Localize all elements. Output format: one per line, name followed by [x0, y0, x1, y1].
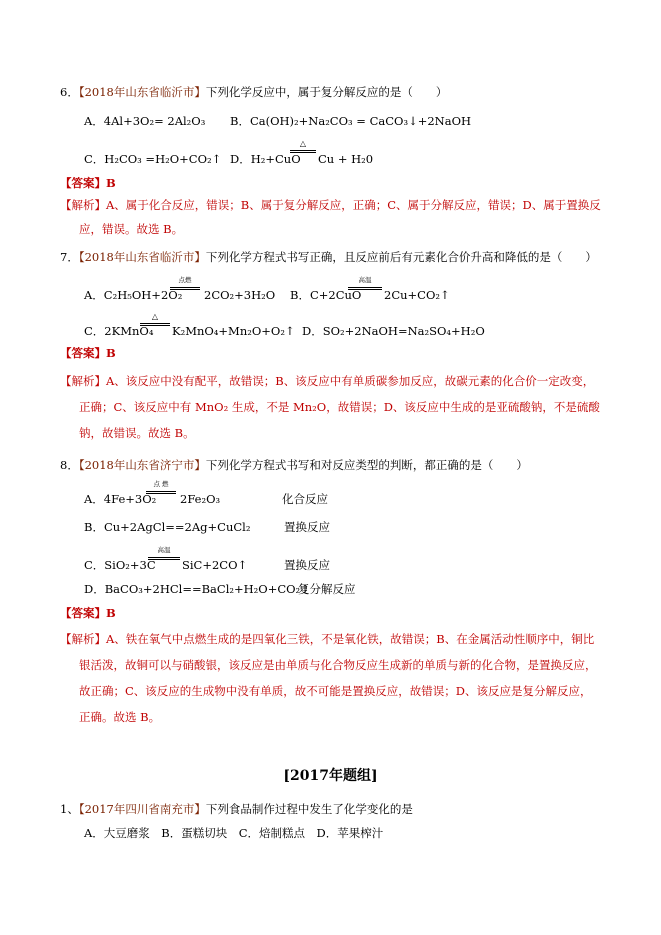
- q8-option-c-type: 置换反应: [284, 558, 330, 572]
- q7-option-b-condition-label: 高温: [358, 276, 372, 284]
- q8-analysis-line-1: 【解析】A、铁在氧气中点燃生成的是四氧化三铁，不是氧化铁，故错误；B、在金属活动性顺序中，铜比: [60, 632, 595, 646]
- q7-option-a-reactants: A．C₂H₅OH+2O₂: [84, 288, 183, 302]
- q6-source: 【2018年山东省临沂市】: [78, 85, 206, 99]
- q8-analysis-line-2: 银活泼，故铜可以与硝酸银，该反应是由单质与化合物反应生成新的单质与新的化合物，是置换反应，: [79, 658, 597, 672]
- q6-option-d-reactants: D．H₂+CuO: [230, 152, 301, 166]
- q7-option-b-condition: [348, 276, 382, 293]
- q8-option-c-reactants: C．SiO₂+3C: [84, 558, 156, 572]
- q2017-1-source: 【2017年四川省南充市】: [78, 802, 206, 816]
- equation-bar: [140, 323, 170, 324]
- q8-option-c-condition: [148, 546, 180, 563]
- q2017-1-stem-line: [60, 802, 413, 817]
- q6-answer: 【答案】B: [60, 176, 116, 190]
- section-title: [2017年题组]: [283, 768, 378, 784]
- q7-option-c-products: K₂MnO₄+Mn₂O+O₂↑: [172, 324, 295, 338]
- q6-option-d-heat-symbol: △: [299, 139, 307, 148]
- q8-option-a-type: 化合反应: [282, 492, 328, 506]
- q8-stem-line: [60, 458, 528, 473]
- q2017-1-stem: 下列食品制作过程中发生了化学变化的是: [205, 802, 413, 816]
- q7-source: 【2018年山东省临沂市】: [78, 250, 206, 264]
- equation-bar: [140, 325, 170, 326]
- q8-analysis-line-4: 正确。故选 B。: [79, 710, 161, 724]
- q6-option-b: B．Ca(OH)₂+Na₂CO₃ = CaCO₃↓+2NaOH: [230, 114, 472, 128]
- equation-bar: [348, 287, 382, 288]
- q8-stem: 下列化学方程式书写和对反应类型的判断，都正确的是（ ）: [205, 458, 528, 472]
- q7-option-a-condition-label: 点燃: [178, 276, 192, 284]
- q6-analysis-line-1: 【解析】A、属于化合反应，错误；B、属于复分解反应，正确；C、属于分解反应，错误；D、属于置换反: [60, 198, 601, 212]
- q7-analysis-line-2: 正确；C、该反应中有 MnO₂ 生成，不是 Mn₂O，故错误；D、该反应中生成的是亚硫酸钠，不是硫酸: [79, 400, 600, 414]
- q7-answer: 【答案】B: [60, 346, 116, 360]
- equation-bar: [348, 289, 382, 290]
- q2017-1-number: 1、: [60, 802, 79, 816]
- q8-option-d-type: 复分解反应: [298, 582, 356, 596]
- q7-option-c-condition: [140, 312, 170, 329]
- q6-option-a: A．4Al+3O₂= 2Al₂O₃: [84, 114, 206, 128]
- q6-option-d-products: Cu + H₂0: [318, 152, 374, 166]
- q8-option-b: B．Cu+2AgCl==2Ag+CuCl₂: [84, 520, 251, 534]
- q8-number: 8．: [60, 458, 79, 472]
- equation-bar: [146, 493, 176, 494]
- equation-bar: [290, 152, 316, 153]
- q7-option-b-reactants: B．C+2CuO: [290, 288, 362, 302]
- equation-bar: [290, 150, 316, 151]
- q7-option-b-products: 2Cu+CO₂↑: [384, 288, 450, 302]
- equation-bar: [148, 559, 180, 560]
- q7-option-a-products: 2CO₂+3H₂O: [204, 288, 276, 302]
- q8-answer: 【答案】B: [60, 606, 116, 620]
- q7-analysis-line-3: 钠，故错误。故选 B。: [79, 426, 195, 440]
- q6-analysis-line-2: 应，错误。故选 B。: [79, 222, 184, 236]
- q2017-1-options: A．大豆磨浆 B．蛋糕切块 C．焙制糕点 D．苹果榨汁: [84, 826, 384, 840]
- q6-option-d-condition: [290, 139, 316, 156]
- q7-option-c-heat-symbol: △: [151, 312, 159, 321]
- q8-analysis-line-3: 故正确；C、该反应的生成物中没有单质，故不可能是置换反应，故错误；D、该反应是复分解反应，: [79, 684, 592, 698]
- q8-option-a-condition-label: 点 燃: [153, 480, 169, 488]
- q8-option-a-reactants: A．4Fe+3O₂: [84, 492, 157, 506]
- q8-option-c-products: SiC+2CO↑: [182, 558, 248, 572]
- equation-bar: [146, 491, 176, 492]
- q6-number: 6．: [60, 85, 79, 99]
- q7-option-a-condition: [170, 276, 200, 293]
- q7-stem-line: [60, 250, 597, 265]
- q7-option-d: D．SO₂+2NaOH=Na₂SO₄+H₂O: [302, 324, 485, 338]
- q6-option-c: C．H₂CO₃ =H₂O+CO₂↑: [84, 152, 222, 166]
- equation-bar: [170, 287, 200, 288]
- q8-option-a-condition: [146, 480, 176, 497]
- q6-stem-line: [60, 85, 447, 100]
- equation-bar: [148, 557, 180, 558]
- q7-option-c-reactants: C．2KMnO₄: [84, 324, 154, 338]
- q7-analysis-line-1: 【解析】A、该反应中没有配平，故错误；B、该反应中有单质碳参加反应，故碳元素的化合价一定改变，: [60, 374, 595, 388]
- q7-number: 7．: [60, 250, 79, 264]
- q8-option-d: D．BaCO₃+2HCl==BaCl₂+H₂O+CO₂↑: [84, 582, 310, 596]
- q7-stem: 下列化学方程式书写正确，且反应前后有元素化合价升高和降低的是（ ）: [205, 250, 597, 264]
- q6-stem: 下列化学反应中，属于复分解反应的是（ ）: [205, 85, 448, 99]
- q8-option-b-type: 置换反应: [284, 520, 330, 534]
- q8-option-c-condition-label: 高温: [157, 546, 171, 554]
- q8-option-a-products: 2Fe₂O₃: [180, 492, 221, 506]
- equation-bar: [170, 289, 200, 290]
- q8-source: 【2018年山东省济宁市】: [78, 458, 206, 472]
